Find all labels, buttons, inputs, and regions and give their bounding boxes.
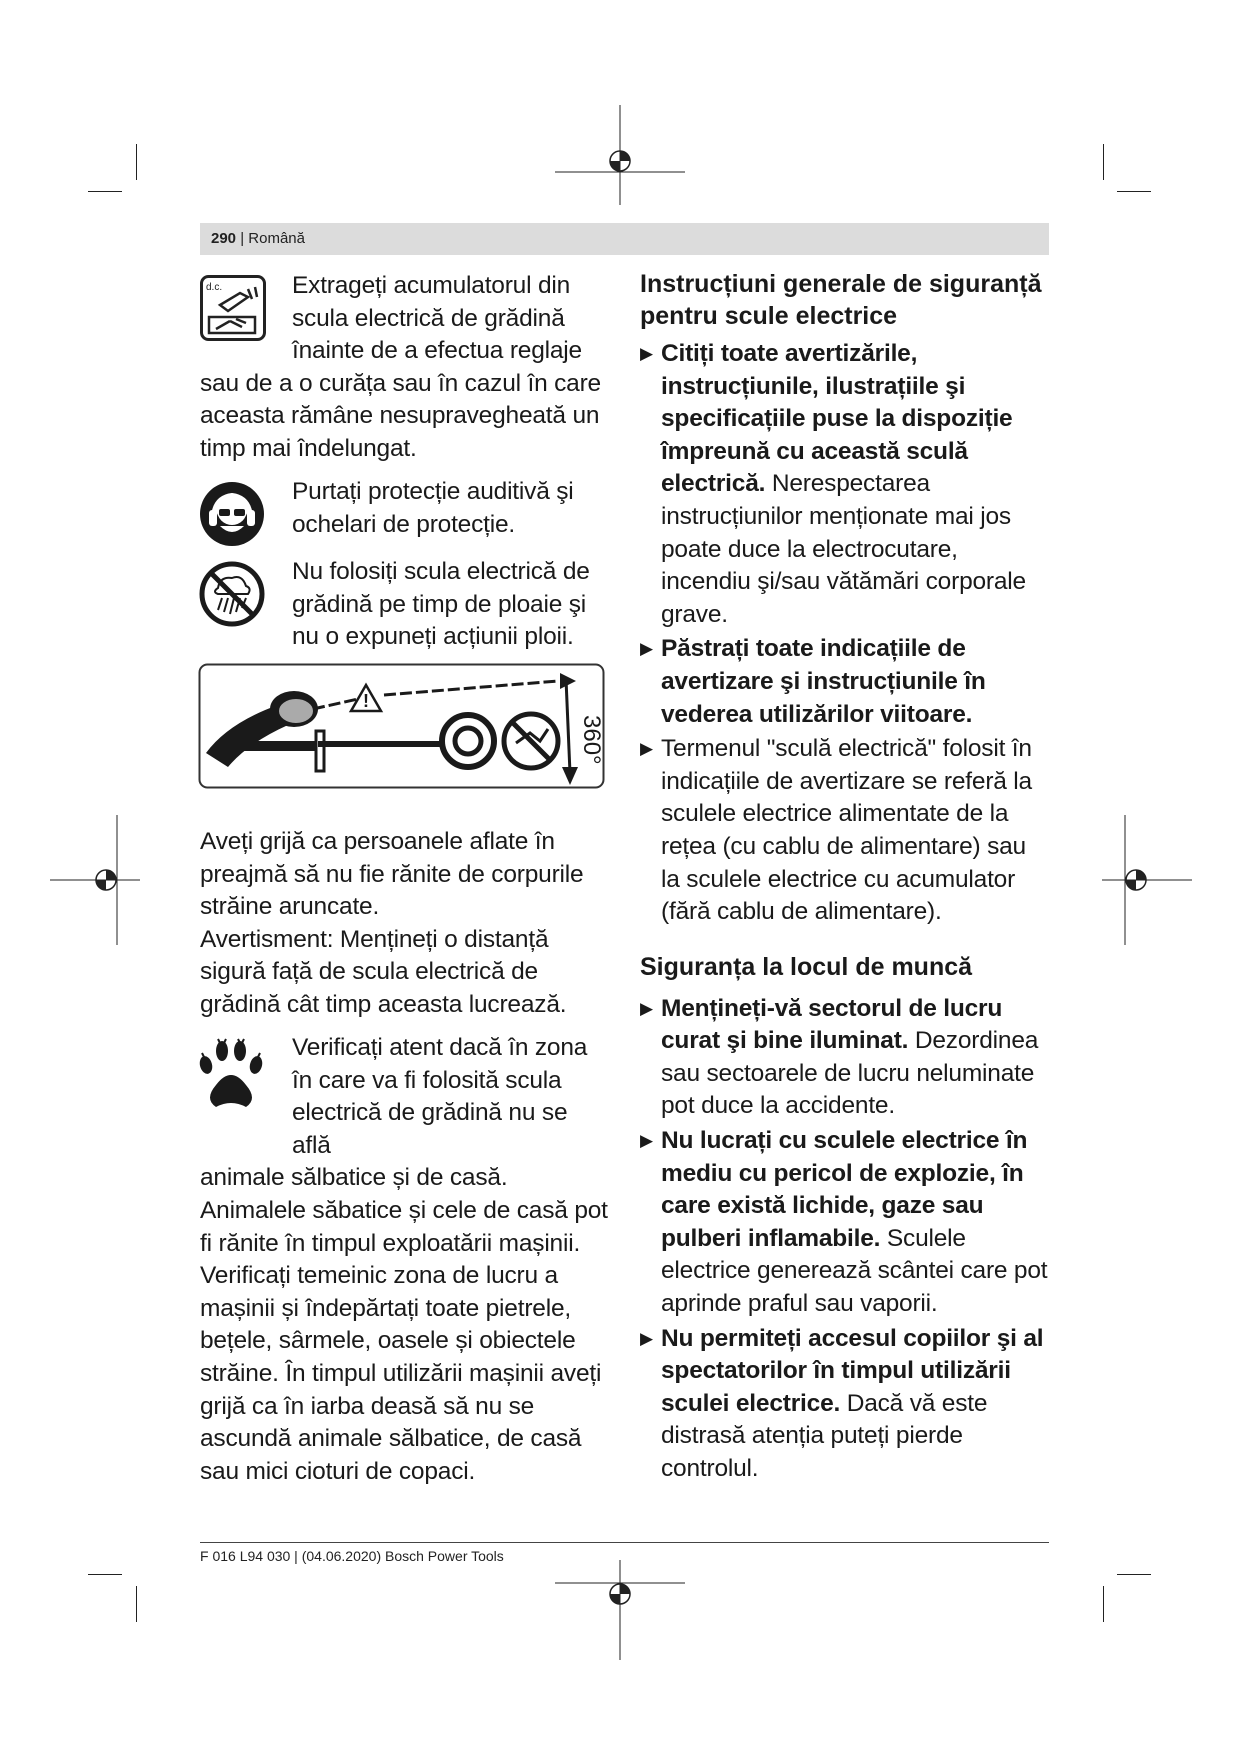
heading-general-safety: Instrucțiuni generale de siguranță pentru scule electrice [640, 270, 1042, 330]
bullet-explosive-environment [640, 1125, 1050, 1321]
crop-mark-bl-h [88, 1574, 122, 1575]
thrown-objects-warning-figure [198, 663, 605, 789]
bullet-explosive-environment-text: Sculele electrice generează scântei care pot aprinde praful sau vaporii. [661, 1224, 1048, 1318]
paragraph-protection-text: Purtați protecție auditivă şi ochelari de protecție. [292, 478, 574, 538]
bullet-arrow-icon: ▶ [640, 344, 653, 363]
bullet-arrow-icon: ▶ [640, 998, 653, 1018]
footer-rule [200, 1542, 1049, 1543]
paragraph-battery-intro: Extrageți acumulatorul din scula electrică de grădină înainte de a efectua reglaje [292, 272, 582, 365]
paragraph-bystanders [200, 826, 610, 1022]
registration-target-right [1102, 815, 1192, 945]
heading-work-area-safety: Siguranța la locul de muncă [640, 952, 973, 981]
paragraph-protection [200, 476, 610, 541]
bullet-read-warnings-bold: Citiți toate avertizările, instrucțiunile, ilustrațiile şi specificațiile puse la dispoziție împreună cu această sculă electrică. [661, 340, 1013, 498]
bullet-keep-instructions-bold: Păstrați toate indicațiile de avertizare şi instrucțiunile în vederea utilizărilor viitoare. [661, 635, 986, 728]
figure-360-label: 360° [578, 715, 605, 765]
paragraph-rain [200, 556, 610, 654]
right-column [640, 268, 1050, 1486]
icon-dc-label: d.c. [206, 282, 223, 293]
bullet-clean-work-area-bold: Mențineți-vă sectorul de lucru curat şi bine iluminat. [661, 994, 1003, 1055]
bullet-clean-work-area [640, 993, 1050, 1123]
crop-mark-br-v [1103, 1586, 1104, 1622]
bullet-arrow-icon: ▶ [640, 739, 653, 759]
paragraph-distance-warning: Avertisment: Mențineți o distanță sigură față de scula electrică de grădină cât timp aceasta lucrează. [200, 925, 567, 1018]
paragraph-rain-text: Nu folosiți scula electrică de grădină pe timp de ploaie şi nu o expuneți acțiunii ploii. [292, 558, 590, 651]
paragraph-bystanders-text: Aveți grijă ca persoanele aflate în preajmă să nu fie rănite de corpurile străine aruncate. [200, 828, 584, 921]
svg-text:!: ! [363, 691, 369, 711]
bullet-children-bystanders-text: Dacă vă este distrasă atenția puteți pierde controlul. [661, 1389, 988, 1482]
registration-target-top [555, 105, 685, 205]
bullet-explosive-environment-bold: Nu lucrați cu sculele electrice în mediu cu pericol de explozie, în care există lichide, gaze sau pulberi inflamabile. [661, 1127, 1028, 1252]
registration-target-bottom [555, 1560, 685, 1660]
bullet-keep-instructions [640, 633, 1050, 731]
bullet-power-tool-term [640, 733, 1050, 929]
paragraph-animals [200, 1032, 610, 1488]
bullet-arrow-icon: ▶ [640, 1328, 653, 1348]
crop-mark-bl-v [136, 1586, 137, 1622]
crop-mark-tl-h [88, 191, 122, 192]
bullet-clean-work-area-text: Dezordinea sau sectoarele de lucru neluminate pot duce la accidente. [661, 1027, 1039, 1120]
paragraph-animals-rest: animale sălbatice și de casă. Animalele săbatice și cele de casă pot fi rănite în timpul exploatării mașinii. Verificați temeinic zona de lucru a mașinii și îndepărtați toate pietrele, bețele, sârmele, oasele și obiectele străine. În timpul utilizării mașinii aveți grijă ca în iarba deasă să nu se ascundă animale sălbatice, de casă sau mici cioturi de copaci. [200, 1164, 608, 1485]
bullet-power-tool-term-text: Termenul "sculă electrică" folosit în indicațiile de avertizare se referă la sculele electrice alimentate de la rețea (cu cablu de alimentare) sau la sculele electrice cu acumulator (fără cablu de alimentare). [661, 735, 1032, 926]
page-number: 290 [211, 230, 237, 247]
paragraph-battery [200, 270, 610, 466]
crop-mark-tr-v [1103, 144, 1104, 180]
header-separator: | [240, 230, 245, 247]
bullet-arrow-icon: ▶ [640, 639, 653, 659]
page-header [211, 230, 305, 247]
bullet-read-warnings-text: Nerespectarea instrucțiunilor menționate mai jos poate duce la electrocutare, incendiu şi/sau vătămări corporale grave. [661, 470, 1026, 628]
crop-mark-br-h [1117, 1574, 1151, 1575]
paragraph-battery-rest: sau de a o curăța sau în cazul în care aceasta rămâne nesupravegheată un timp mai îndelungat. [200, 369, 601, 462]
header-bar [200, 223, 1049, 255]
bullet-children-bystanders-bold: Nu permiteți accesul copiilor şi al spectatorilor în timpul utilizării sculei electrice. [661, 1324, 1044, 1417]
bullet-arrow-icon: ▶ [640, 1131, 653, 1151]
crop-mark-tl-v [136, 144, 137, 180]
registration-target-left [50, 815, 140, 945]
bullet-read-warnings [640, 338, 1050, 631]
crop-mark-tr-h [1117, 191, 1151, 192]
header-language: Română [248, 230, 305, 247]
page-footer: F 016 L94 030 | (04.06.2020) Bosch Power Tools [200, 1548, 504, 1564]
bullet-children-bystanders [640, 1323, 1050, 1486]
paragraph-animals-intro: Verificați atent dacă în zona în care va fi folosită scula electrică de grădină nu se află [292, 1034, 588, 1159]
